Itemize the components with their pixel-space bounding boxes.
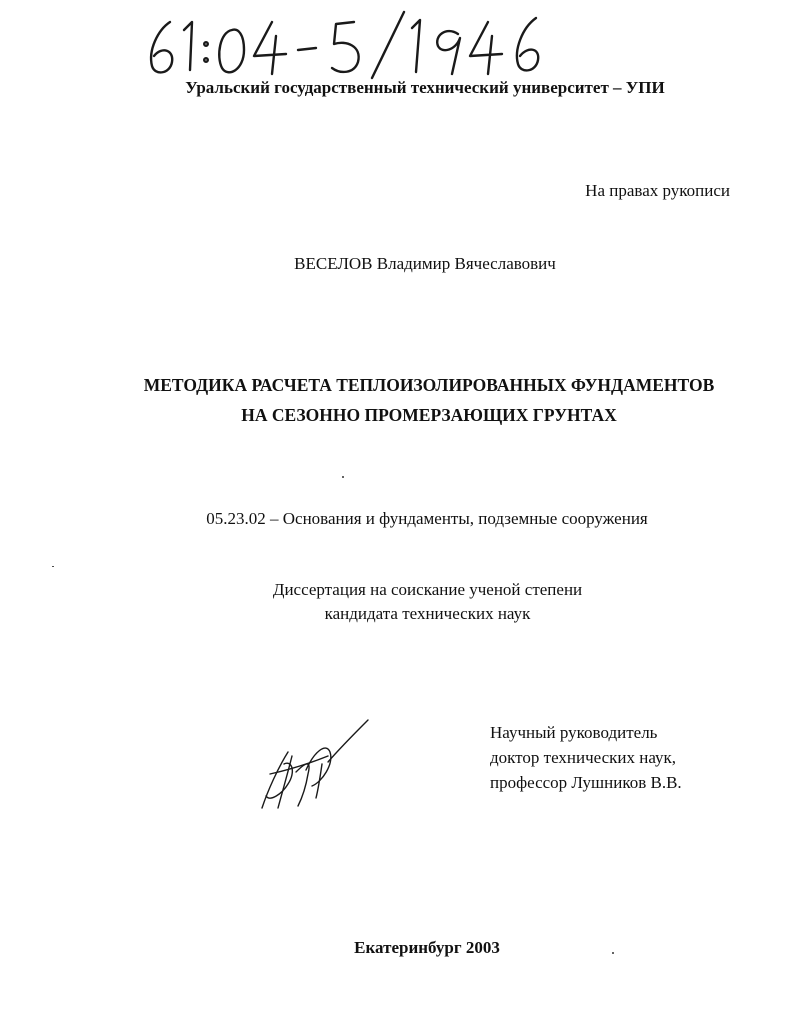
author-name: ВЕСЕЛОВ Владимир Вячеславович bbox=[294, 254, 556, 273]
dissertation-title bbox=[0, 370, 799, 430]
handwritten-archive-number bbox=[140, 8, 570, 80]
supervisor-line-3: профессор Лушников В.В. bbox=[490, 773, 682, 792]
scan-speck bbox=[612, 952, 614, 954]
rights-notice: На правах рукописи bbox=[585, 181, 730, 200]
supervisor-block bbox=[490, 720, 730, 795]
scan-speck bbox=[342, 476, 344, 478]
supervisor-line-2: доктор технических наук, bbox=[490, 748, 677, 767]
degree-line-1: Диссертация на соискание ученой степени bbox=[272, 580, 583, 599]
title-line-1: МЕТОДИКА РАСЧЕТА ТЕПЛОИЗОЛИРОВАННЫХ ФУНДАМЕНТОВ bbox=[143, 375, 715, 395]
signature bbox=[248, 712, 378, 822]
degree-line-2: кандидата технических наук bbox=[324, 604, 531, 623]
university-name: Уральский государственный технический университет – УПИ bbox=[185, 78, 665, 97]
specialty-code: 05.23.02 – Основания и фундаменты, подземные сооружения bbox=[206, 509, 648, 528]
title-line-2: НА СЕЗОННО ПРОМЕРЗАЮЩИХ ГРУНТАХ bbox=[241, 405, 617, 425]
city-year: Екатеринбург 2003 bbox=[354, 938, 500, 957]
supervisor-line-1: Научный руководитель bbox=[490, 723, 658, 742]
scan-speck bbox=[52, 566, 54, 567]
degree-statement bbox=[0, 578, 799, 626]
